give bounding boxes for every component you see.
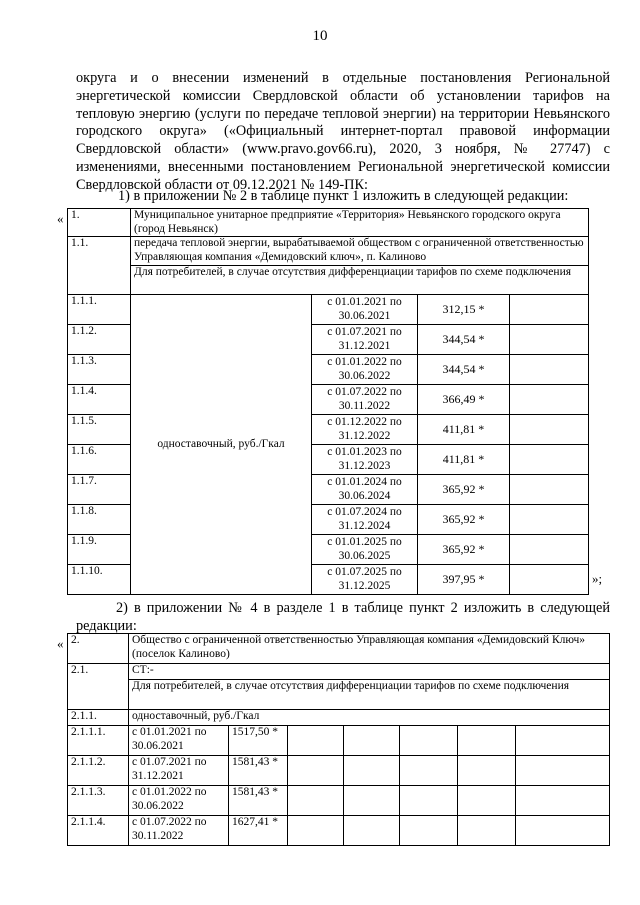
t2-row-period: с 01.01.2022 по 30.06.2022 <box>129 786 229 816</box>
t2-row-empty <box>458 726 516 756</box>
t2-row-value: 1627,41 * <box>229 816 288 846</box>
t2-row-num: 2.1.1.2. <box>68 756 129 786</box>
t2-row-empty <box>516 786 610 816</box>
t2-row-empty <box>344 786 400 816</box>
t2-row-empty <box>458 786 516 816</box>
t1-row-empty <box>510 325 589 355</box>
t2-row-empty <box>344 726 400 756</box>
t1-row3-text: Для потребителей, в случае отсутствия дифференциации тарифов по схеме подключения <box>131 266 589 295</box>
t2-row4-num: 2.1.1. <box>68 710 129 726</box>
t1-row-value: 365,92 * <box>418 505 510 535</box>
t2-row3-text: Для потребителей, в случае отсутствия дифференциации тарифов по схеме подключения <box>129 680 610 710</box>
t1-row-empty <box>510 535 589 565</box>
t1-row-value: 366,49 * <box>418 385 510 415</box>
t2-row-empty <box>344 816 400 846</box>
t2-row-value: 1517,50 * <box>229 726 288 756</box>
t1-row-num: 1.1.2. <box>68 325 131 355</box>
t1-row1-text: Муниципальное унитарное предприятие «Территория» Невьянского городского округа (город Невьянск) <box>131 209 589 237</box>
t2-row-num: 2.1.1.4. <box>68 816 129 846</box>
t1-row-num: 1.1.3. <box>68 355 131 385</box>
t1-row-value: 411,81 * <box>418 445 510 475</box>
t1-row-period: с 01.01.2025 по 30.06.2025 <box>312 535 418 565</box>
t1-row-empty <box>510 295 589 325</box>
t1-row-period: с 01.01.2022 по 30.06.2022 <box>312 355 418 385</box>
t2-row-period: с 01.01.2021 по 30.06.2021 <box>129 726 229 756</box>
t1-row-period: с 01.07.2021 по 31.12.2021 <box>312 325 418 355</box>
t1-row-empty <box>510 355 589 385</box>
t1-row-period: с 01.12.2022 по 31.12.2022 <box>312 415 418 445</box>
t2-row4-text: одноставочный, руб./Гкал <box>129 710 610 726</box>
t2-row-empty <box>400 756 458 786</box>
t1-row-period: с 01.01.2021 по 30.06.2021 <box>312 295 418 325</box>
t1-row-num: 1.1.5. <box>68 415 131 445</box>
page-number: 10 <box>312 28 328 44</box>
t1-row-empty <box>510 565 589 595</box>
t2-row-empty <box>458 816 516 846</box>
t1-row-num: 1.1.7. <box>68 475 131 505</box>
t2-row-empty <box>516 816 610 846</box>
t2-row-num: 2.1.1.3. <box>68 786 129 816</box>
t1-tariff-type: одноставочный, руб./Гкал <box>131 295 312 595</box>
tariff-table-1 <box>67 208 589 595</box>
quote-close-1: »; <box>592 571 603 586</box>
t1-row-period: с 01.07.2022 по 30.11.2022 <box>312 385 418 415</box>
t2-row-empty <box>458 756 516 786</box>
t2-row-empty <box>288 726 344 756</box>
t2-row-period: с 01.07.2022 по 30.11.2022 <box>129 816 229 846</box>
t1-row-empty <box>510 505 589 535</box>
t1-row-num: 1.1.8. <box>68 505 131 535</box>
t2-row-empty <box>516 726 610 756</box>
t2-row-empty <box>344 756 400 786</box>
t2-row-empty <box>516 756 610 786</box>
t2-row-empty <box>400 726 458 756</box>
t2-row1-text: Общество с ограниченной ответственностью Управляющая компания «Демидовский Ключ» (поселок Калиново) <box>129 634 610 664</box>
t1-row-value: 397,95 * <box>418 565 510 595</box>
t1-row1-num: 1. <box>68 209 131 237</box>
t2-row-value: 1581,43 * <box>229 786 288 816</box>
t2-row2-text: СТ:- <box>129 664 610 680</box>
t2-row1-num: 2. <box>68 634 129 664</box>
quote-open-2: « <box>57 636 64 651</box>
item-1-text: 1) в приложении № 2 в таблице пункт 1 изложить в следующей редакции: <box>118 188 569 204</box>
t1-row2-text: передача тепловой энергии, вырабатываемой обществом с ограниченной ответственностью Управляющая компания «Демидовский ключ», п. Калиново <box>131 237 589 266</box>
t2-row-empty <box>400 786 458 816</box>
t1-row-period: с 01.01.2023 по 31.12.2023 <box>312 445 418 475</box>
t1-row-period: с 01.07.2024 по 31.12.2024 <box>312 505 418 535</box>
t1-row-empty <box>510 385 589 415</box>
t2-row-empty <box>288 786 344 816</box>
t1-row-empty <box>510 475 589 505</box>
t1-row-value: 365,92 * <box>418 475 510 505</box>
t2-row-empty <box>288 816 344 846</box>
t1-row-num: 1.1.4. <box>68 385 131 415</box>
t2-row-empty <box>400 816 458 846</box>
t1-row-num: 1.1.6. <box>68 445 131 475</box>
t1-row-num: 1.1.1. <box>68 295 131 325</box>
quote-open-1: « <box>57 211 64 226</box>
t2-row2-num: 2.1. <box>68 664 129 710</box>
t1-row-value: 344,54 * <box>418 325 510 355</box>
t1-row-period: с 01.01.2024 по 30.06.2024 <box>312 475 418 505</box>
t1-row-period: с 01.07.2025 по 31.12.2025 <box>312 565 418 595</box>
t2-row-empty <box>288 756 344 786</box>
t1-row-num: 1.1.9. <box>68 535 131 565</box>
intro-paragraph: округа и о внесении изменений в отдельные постановления Региональной энергетической комиссии Свердловской области об установлении тарифов на тепловую энергию (услуги по передаче тепловой энергии) на территории Невьянского городского округа» («Официальный интернет-портал правовой информации Свердловской области» (www.pravo.gov66.ru), 2020, 3 ноября, № 27747) с изменениями, внесенными постановлением Региональной энергетической комиссии Свердловской области от 09.12.2021 № 149-ПК: <box>76 70 610 193</box>
t1-row-num: 1.1.10. <box>68 565 131 595</box>
t2-row-value: 1581,43 * <box>229 756 288 786</box>
t1-row-empty <box>510 445 589 475</box>
t1-row-value: 411,81 * <box>418 415 510 445</box>
t1-row-value: 312,15 * <box>418 295 510 325</box>
item-2-text: 2) в приложении № 4 в разделе 1 в таблице пункт 2 изложить в следующей редакции: <box>76 600 610 634</box>
t1-row-empty <box>510 415 589 445</box>
t2-row-period: с 01.07.2021 по 31.12.2021 <box>129 756 229 786</box>
t2-row-num: 2.1.1.1. <box>68 726 129 756</box>
t1-row-value: 365,92 * <box>418 535 510 565</box>
t1-row2-num: 1.1. <box>68 237 131 295</box>
t1-row-value: 344,54 * <box>418 355 510 385</box>
tariff-table-2 <box>67 633 610 846</box>
